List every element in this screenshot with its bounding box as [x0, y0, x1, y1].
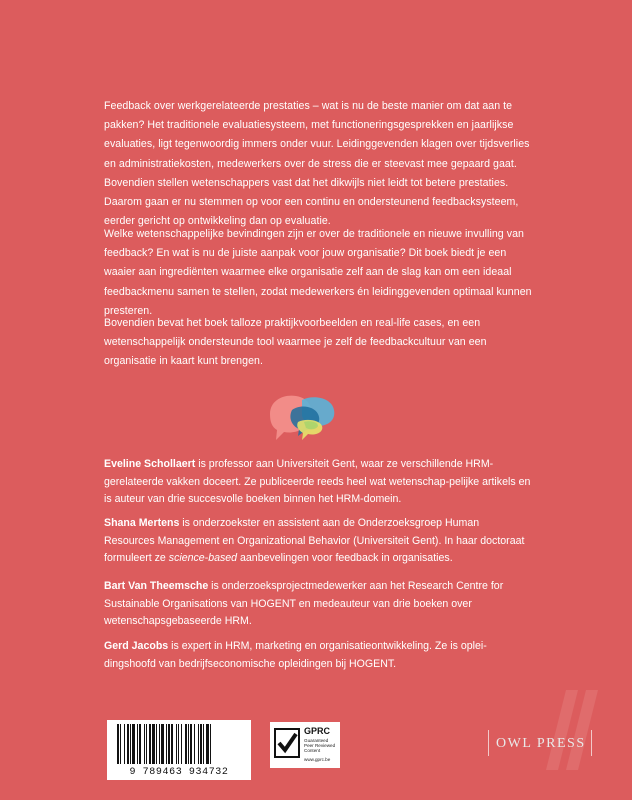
gprc-line: Guaranteed: [304, 738, 329, 743]
barcode-bar: [137, 724, 138, 764]
gprc-url: www.gprc.be: [304, 757, 331, 762]
barcode-bar: [188, 724, 189, 764]
publisher-logo: OWL PRESS: [496, 736, 586, 751]
author-bio-scholaert: [104, 456, 532, 509]
isbn-number: 9 789463 934732: [129, 767, 229, 778]
barcode-bar: [139, 724, 141, 764]
author-bio-van-theemsche: [104, 578, 532, 631]
author-bio-jacobs: [104, 638, 532, 673]
barcode-bar: [171, 724, 173, 764]
barcode-bar: [176, 724, 177, 764]
barcode-bar: [117, 724, 119, 764]
speech-bubbles-logo: [262, 392, 344, 444]
isbn-barcode: [107, 720, 251, 780]
barcode-bar: [120, 724, 121, 764]
gprc-line: Peer Reviewed: [304, 743, 336, 748]
barcode-bar: [210, 724, 211, 764]
gprc-title: GPRC: [304, 726, 331, 736]
barcode-bar: [198, 724, 199, 764]
barcode-bar: [156, 724, 157, 764]
author-name: Eveline Schollaert: [104, 458, 196, 470]
author-name: Gerd Jacobs: [104, 640, 169, 652]
checkmark-icon: [274, 728, 300, 758]
blurb-paragraph-1: Feedback over werkgerelateerde prestaties – wat is nu de beste manier om dat aan te pakken? Het traditionele evaluatiesysteem, met functioneringsgesprekken en jaarlijkse evaluaties, ligt tegenwoordig immers onder vuur. Leidinggevenden klagen over tijdsverlies en administratiekosten, medewerkers over de stress die er steevast mee gepaard gaat. Bovendien stellen wetenschappers vast dat het dikwijls niet leidt tot betere prestaties. Daarom gaan er nu stemmen op voor een continu en ondersteunend feedbacksysteem, eerder gericht op ontwikkeling dan op evaluatie.: [104, 100, 530, 228]
author-description: aanbevelingen voor feedback in organisaties.: [237, 552, 453, 565]
barcode-bar: [200, 724, 202, 764]
barcode-bar: [203, 724, 204, 764]
barcode-bar: [132, 724, 135, 764]
barcode-bar: [146, 724, 147, 764]
barcode-bar: [166, 724, 167, 764]
barcode-bar: [190, 724, 192, 764]
barcode-bar: [149, 724, 151, 764]
gprc-line: Content: [304, 748, 321, 753]
barcode-bar: [130, 724, 131, 764]
author-description: is onderzoekster en assistent aan de Onderzoeksgroep Human Resources Management en Organizational Behavior (Universiteit Gent). In haar doctoraat formuleert ze: [104, 517, 525, 565]
barcode-bars: [117, 724, 241, 764]
blurb-paragraph-3: Bovendien bevat het boek talloze praktijkvoorbeelden en real-life cases, en een wetenschappelijk ondersteunde tool waarmee je zelf de feedbackcultuur van een organisatie in kaart kunt brengen.: [104, 317, 487, 368]
author-description: is expert in HRM, marketing en organisatieontwikkeling. Ze is oplei-dingshoofd van bedrijfseconomische opleidingen bij HOGENT.: [104, 640, 487, 670]
author-description: is professor aan Universiteit Gent, waar ze verschillende HRM-gerelateerde vakken doceert. Ze publiceerde reeds heel wat wetenschap-pelijke artikels en is auteur van drie succesvolle boeken binnen het HRM-domein.: [104, 458, 531, 506]
barcode-bar: [194, 724, 195, 764]
barcode-bar: [144, 724, 145, 764]
gprc-label: [270, 722, 340, 768]
barcode-bar: [185, 724, 187, 764]
barcode-bar: [124, 724, 125, 764]
author-name: Bart Van Theemsche: [104, 580, 209, 592]
barcode-bar: [161, 724, 164, 764]
barcode-bar: [159, 724, 160, 764]
barcode-bar: [178, 724, 179, 764]
blurb-paragraph-2: Welke wetenschappelijke bevindingen zijn er over de traditionele en nieuwe invulling van feedback? En wat is nu de juiste aanpak voor jouw organisatie? Dit boek biedt je een waaier aan ingrediënten waarmee elke organisatie zelf aan de slag kan om een ideaal feedbackmenu samen te stellen, zodat medewerkers én leidinggevenden optimaal kunnen presteren.: [104, 228, 532, 317]
barcode-bar: [168, 724, 170, 764]
author-bio-mertens: [104, 515, 532, 568]
barcode-bar: [206, 724, 209, 764]
barcode-bar: [181, 724, 182, 764]
barcode-bar: [127, 724, 129, 764]
author-name: Shana Mertens: [104, 517, 180, 529]
author-description: is onderzoeksprojectmedewerker aan het Research Centre for Sustainable Organisations van HOGENT en medeauteur van drie boeken over wetenschapsgebaseerde HRM.: [104, 580, 504, 628]
barcode-bar: [152, 724, 155, 764]
author-description-emphasis: science-based: [168, 552, 238, 565]
